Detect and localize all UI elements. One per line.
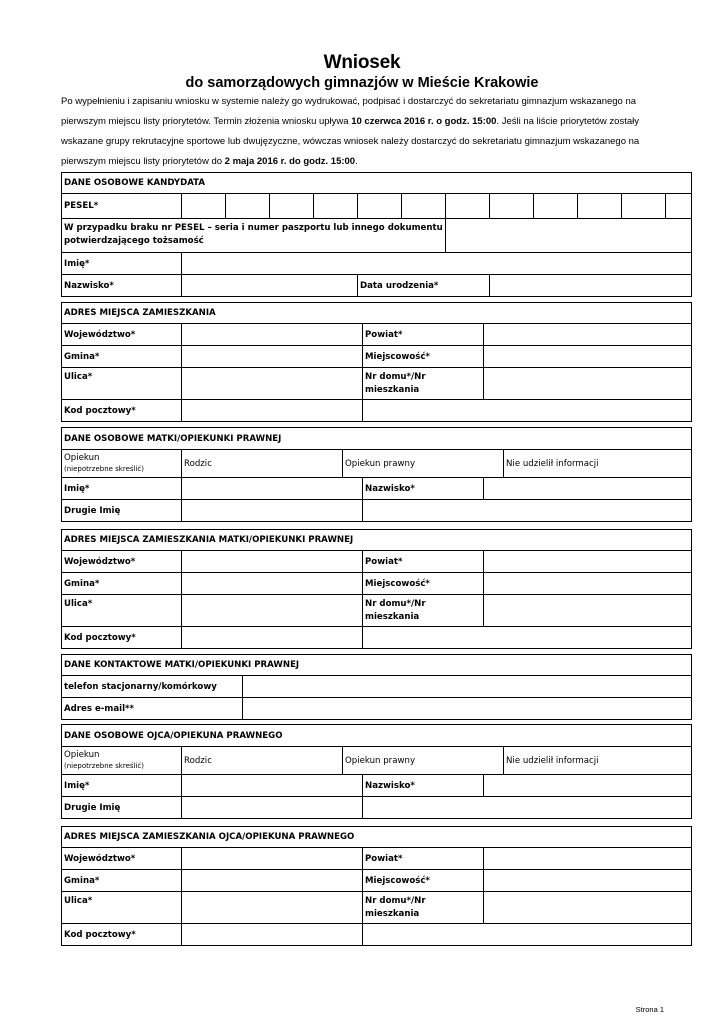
page-title: Wniosek [323,52,401,73]
mother-first-name-label: Imię* [62,478,182,500]
house-no-field[interactable] [484,368,692,400]
birth-date-field[interactable] [490,275,692,297]
candidate-last-name-field[interactable] [182,275,358,297]
mother-postal-field[interactable] [182,627,363,649]
mother-street-label: Ulica* [62,595,182,627]
mother-guardian-label [62,450,182,478]
mother-phone-field[interactable] [243,676,692,698]
candidate-address-table [61,302,692,422]
mother-contact-header: DANE KONTAKTOWE MATKI/OPIEKUNKI PRAWNEJ [62,655,692,676]
mother-names-table [61,477,692,522]
father-town-label: Miejscowość* [363,870,484,892]
father-last-name-label: Nazwisko* [363,775,484,797]
postal-empty [363,400,692,422]
mother-house-no-field[interactable] [484,595,692,627]
intro-deadline-2: 2 maja 2016 r. do godz. 15:00 [224,156,356,167]
father-table [61,724,692,775]
father-names-table [61,774,692,819]
mother-commune-field[interactable] [182,573,363,595]
intro-text [61,92,671,172]
mother-second-name-label: Drugie Imię [62,500,182,522]
father-street-label: Ulica* [62,892,182,924]
father-last-name-field[interactable] [484,775,692,797]
mother-option-parent[interactable]: Rodzic [182,450,343,478]
mother-second-name-field[interactable] [182,500,363,522]
commune-label: Gmina* [62,346,182,368]
pesel-digit-5[interactable] [358,194,402,219]
father-town-field[interactable] [484,870,692,892]
commune-field[interactable] [182,346,363,368]
father-second-name-empty [363,797,692,819]
province-field[interactable] [182,324,363,346]
mother-address-header: ADRES MIEJSCA ZAMIESZKANIA MATKI/OPIEKUNKI PRAWNEJ [62,530,692,551]
father-street-field[interactable] [182,892,363,924]
mother-postal-label: Kod pocztowy* [62,627,182,649]
candidate-first-name-field[interactable] [182,253,692,275]
father-option-legal-guardian[interactable]: Opiekun prawny [343,747,504,775]
province-label: Województwo* [62,324,182,346]
pesel-digit-4[interactable] [314,194,358,219]
father-commune-field[interactable] [182,870,363,892]
mother-province-label: Województwo* [62,551,182,573]
father-county-label: Powiat* [363,848,484,870]
mother-county-label: Powiat* [363,551,484,573]
page-number: Strona 1 [635,1005,664,1014]
mother-second-name-empty [363,500,692,522]
pesel-label: PESEL* [62,194,182,219]
intro-part-3: . [355,156,358,167]
mother-header: DANE OSOBOWE MATKI/OPIEKUNKI PRAWNEJ [62,428,692,450]
county-field[interactable] [484,324,692,346]
pesel-digit-6[interactable] [402,194,446,219]
father-postal-label: Kod pocztowy* [62,924,182,946]
father-postal-field[interactable] [182,924,363,946]
candidate-first-name-label: Imię* [62,253,182,275]
mother-email-field[interactable] [243,698,692,720]
mother-province-field[interactable] [182,551,363,573]
father-house-no-field[interactable] [484,892,692,924]
candidate-table [61,172,692,297]
birth-date-label: Data urodzenia* [358,275,490,297]
mother-guardian-text: Opiekun [64,453,100,463]
father-first-name-label: Imię* [62,775,182,797]
candidate-last-name-label: Nazwisko* [62,275,182,297]
mother-house-no-label: Nr domu*/Nr mieszkania [363,595,484,627]
pesel-digit-9[interactable] [534,194,578,219]
county-label: Powiat* [363,324,484,346]
father-option-no-info[interactable]: Nie udzielił informacji [504,747,692,775]
town-label: Miejscowość* [363,346,484,368]
father-province-field[interactable] [182,848,363,870]
mother-option-legal-guardian[interactable]: Opiekun prawny [343,450,504,478]
father-county-field[interactable] [484,848,692,870]
father-address-header: ADRES MIEJSCA ZAMIESZKANIA OJCA/OPIEKUNA PRAWNEGO [62,827,692,848]
candidate-address-header: ADRES MIEJSCA ZAMIESZKANIA [62,303,692,324]
mother-guardian-note: (niepotrzebne skreślić) [64,465,145,473]
mother-phone-label: telefon stacjonarny/komórkowy [62,676,243,698]
postal-field[interactable] [182,400,363,422]
mother-last-name-field[interactable] [484,478,692,500]
house-no-label: Nr domu*/Nr mieszkania [363,368,484,400]
intro-part-1: Po wypełnieniu i zapisaniu wniosku w systemie należy go wydrukować, podpisać i dostarczyć do sekretariatu gimnazjum wskazanego na pierwszym miejscu listy priorytetów. Termin złożenia wniosku upływa [61,96,637,127]
father-address-table [61,826,692,946]
father-second-name-label: Drugie Imię [62,797,182,819]
pesel-digit-8[interactable] [490,194,534,219]
candidate-header: DANE OSOBOWE KANDYDATA [62,173,692,194]
mother-table [61,427,692,478]
mother-town-label: Miejscowość* [363,573,484,595]
pesel-digit-10[interactable] [578,194,622,219]
mother-street-field[interactable] [182,595,363,627]
mother-contact-table [61,654,692,720]
father-option-parent[interactable]: Rodzic [182,747,343,775]
passport-field[interactable] [446,219,692,253]
passport-label: W przypadku braku nr PESEL – seria i numer paszportu lub innego dokumentu potwierdzającego tożsamość [62,219,446,253]
mother-address-table [61,529,692,649]
pesel-digit-1[interactable] [182,194,226,219]
mother-option-no-info[interactable]: Nie udzielił informacji [504,450,692,478]
father-guardian-note: (niepotrzebne skreślić) [64,762,145,770]
street-label: Ulica* [62,368,182,400]
street-field[interactable] [182,368,363,400]
mother-commune-label: Gmina* [62,573,182,595]
mother-email-label: Adres e-mail** [62,698,243,720]
pesel-digit-3[interactable] [270,194,314,219]
intro-part-2: . Jeśli na liście priorytetów zostały wskazane grupy rekrutacyjne sportowe lub dwujęzyczne, wówczas wniosek należy dostarczyć do sekretariatu gimnazjum wskazanego na pierwszym miejscu listy priorytetów do [61,116,640,167]
pesel-digit-11[interactable] [622,194,666,219]
pesel-extra-cell [666,194,692,219]
mother-town-field[interactable] [484,573,692,595]
father-first-name-field[interactable] [182,775,363,797]
mother-postal-empty [363,627,692,649]
father-guardian-text: Opiekun [64,750,100,760]
father-guardian-label [62,747,182,775]
intro-deadline-1: 10 czerwca 2016 r. o godz. 15:00 [351,116,497,127]
page-subtitle: do samorządowych gimnazjów w Mieście Krakowie [185,75,539,91]
mother-last-name-label: Nazwisko* [363,478,484,500]
father-header: DANE OSOBOWE OJCA/OPIEKUNA PRAWNEGO [62,725,692,747]
town-field[interactable] [484,346,692,368]
father-province-label: Województwo* [62,848,182,870]
father-postal-empty [363,924,692,946]
mother-first-name-field[interactable] [182,478,363,500]
postal-label: Kod pocztowy* [62,400,182,422]
pesel-digit-7[interactable] [446,194,490,219]
father-commune-label: Gmina* [62,870,182,892]
father-house-no-label: Nr domu*/Nr mieszkania [363,892,484,924]
pesel-digit-2[interactable] [226,194,270,219]
father-second-name-field[interactable] [182,797,363,819]
mother-county-field[interactable] [484,551,692,573]
